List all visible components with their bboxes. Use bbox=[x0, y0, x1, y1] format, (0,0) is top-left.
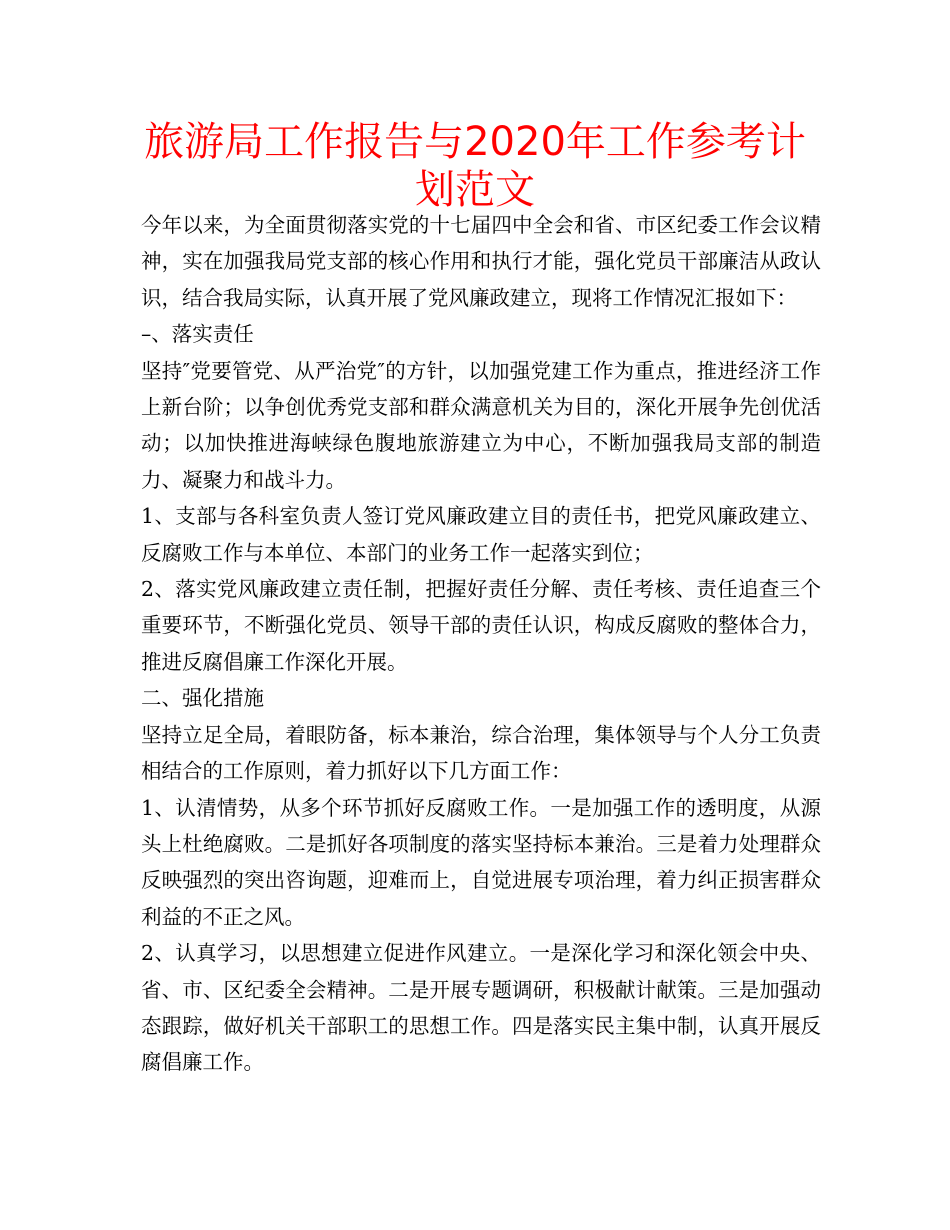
section-2-item-2: 2、认真学习，以思想建立促进作风建立。一是深化学习和深化领会中央、省、市、区纪委全会精神。二是开展专题调研，积极献计献策。三是加强动态跟踪，做好机关干部职工的思想工作。四是落实民主集中制，认真开展反腐倡廉工作。 bbox=[141, 941, 821, 1075]
section-1-item-2: 2、落实党风廉政建立责任制，把握好责任分解、责任考核、责任追查三个重要环节，不断强化党员、领导干部的责任认识，构成反腐败的整体合力，推进反腐倡廉工作深化开展。 bbox=[141, 577, 821, 674]
section-heading-2: 二、强化措施 bbox=[141, 686, 264, 711]
intro-paragraph: 今年以来，为全面贯彻落实党的十七届四中全会和省、市区纪委工作会议精神，实在加强我局党支部的核心作用和执行才能，强化党员干部廉洁从政认识，结合我局实际，认真开展了党风廉政建立，现将工作情况汇报如下： bbox=[141, 213, 821, 310]
section-2-item-1: 1、认清情势，从多个环节抓好反腐败工作。一是加强工作的透明度，从源头上杜绝腐败。二是抓好各项制度的落实坚持标本兼治。三是着力处理群众反映强烈的突出咨询题，迎难而上，自觉进展专项治理，着力纠正损害群众利益的不正之风。 bbox=[141, 795, 821, 929]
section-1-paragraph: 坚持″党要管党、从严治党″的方针，以加强党建工作为重点，推进经济工作上新台阶；以争创优秀党支部和群众满意机关为目的，深化开展争先创优活动；以加快推进海峡绿色腹地旅游建立为中心，不断加强我局支部的制造力、凝聚力和战斗力。 bbox=[141, 358, 821, 492]
section-2-paragraph: 坚持立足全局，着眼防备，标本兼治，综合治理，集体领导与个人分工负责相结合的工作原则，着力抓好以下几方面工作： bbox=[141, 722, 821, 784]
section-heading-1: –、落实责任 bbox=[141, 322, 254, 347]
document-title: 旅游局工作报告与2020年工作参考计划范文 bbox=[144, 119, 806, 213]
document-body bbox=[141, 207, 821, 1081]
section-1-item-1: 1、支部与各科室负责人签订党风廉政建立目的责任书，把党风廉政建立、反腐败工作与本单位、本部门的业务工作一起落实到位； bbox=[141, 504, 821, 565]
